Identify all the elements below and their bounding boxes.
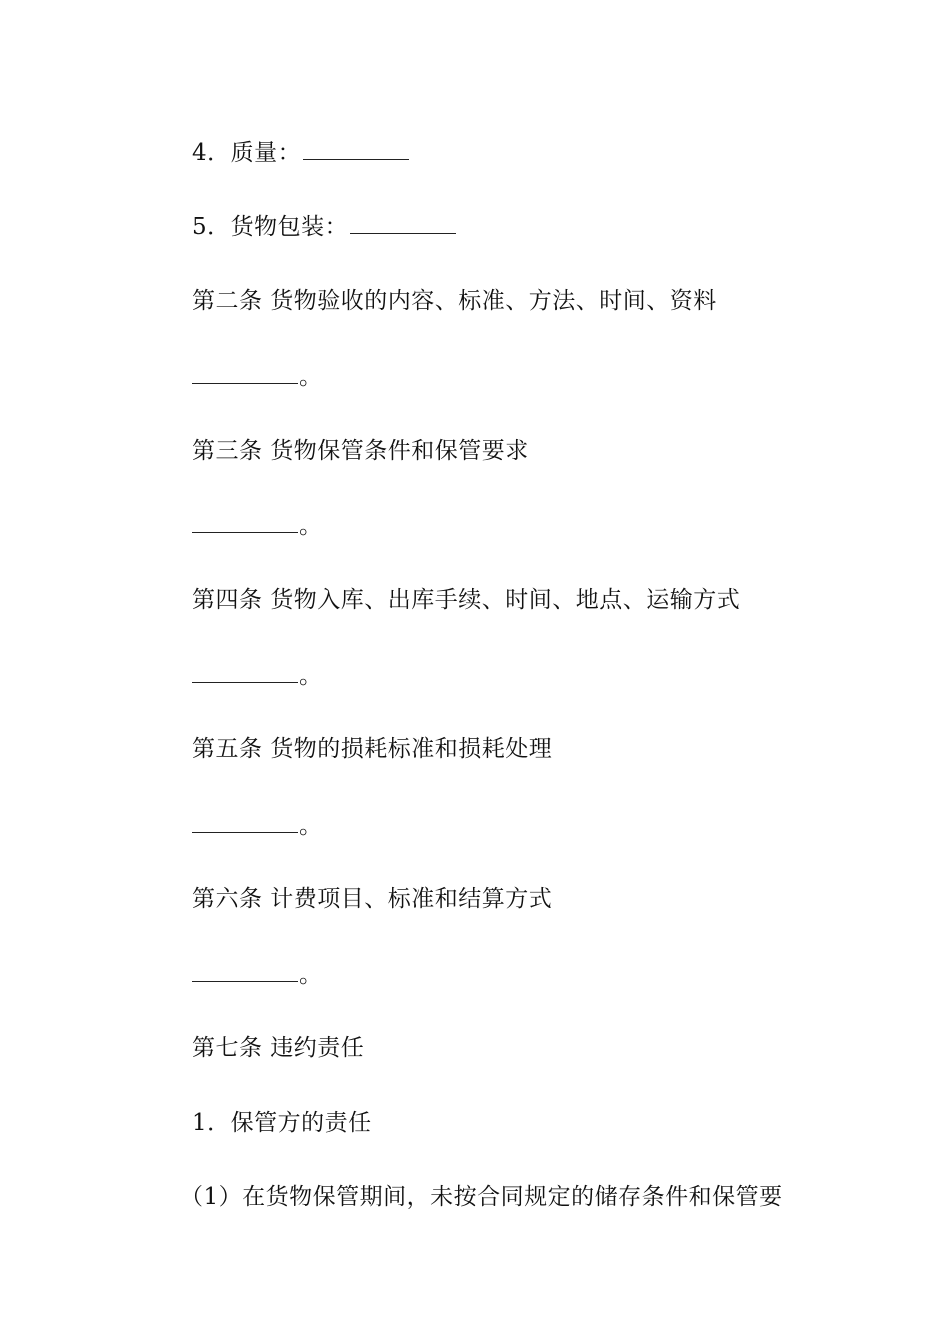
article-6-blank	[192, 960, 323, 990]
fill-in-blank	[192, 961, 298, 982]
clause-text: 4．质量：	[192, 140, 302, 166]
custodian-liability-heading	[192, 1108, 372, 1138]
article-2-blank	[192, 362, 323, 392]
article-6-heading	[192, 884, 552, 914]
fill-in-blank	[192, 512, 298, 533]
fill-in-blank	[192, 363, 298, 384]
clause-text: 第六条 计费项目、标准和结算方式	[192, 886, 553, 912]
article-4-heading	[192, 585, 740, 615]
clause-text: 第四条 货物入库、出库手续、时间、地点、运输方式	[192, 587, 741, 613]
fill-in-blank	[303, 139, 409, 160]
article-4-blank	[192, 661, 323, 691]
clause-text: 第二条 货物验收的内容、标准、方法、时间、资料	[192, 288, 717, 314]
clause-quality	[192, 138, 409, 168]
clause-text: 第五条 货物的损耗标准和损耗处理	[192, 736, 553, 762]
period-mark: 。	[299, 663, 323, 689]
article-5-blank	[192, 811, 323, 841]
liability-item-1	[180, 1182, 783, 1212]
article-3-heading	[192, 436, 529, 466]
period-mark: 。	[299, 813, 323, 839]
fill-in-blank	[192, 662, 298, 683]
fill-in-blank	[350, 213, 456, 234]
clause-text: 第七条 违约责任	[192, 1035, 365, 1061]
article-5-heading	[192, 734, 552, 764]
clause-packaging	[192, 212, 456, 242]
clause-text: 5．货物包装：	[192, 214, 349, 240]
period-mark: 。	[299, 962, 323, 988]
clause-text: （1）在货物保管期间，未按合同规定的储存条件和保管要	[180, 1184, 783, 1210]
article-7-heading	[192, 1033, 364, 1063]
article-3-blank	[192, 511, 323, 541]
article-2-heading	[192, 286, 717, 316]
clause-text: 第三条 货物保管条件和保管要求	[192, 438, 529, 464]
period-mark: 。	[299, 513, 323, 539]
period-mark: 。	[299, 364, 323, 390]
fill-in-blank	[192, 812, 298, 833]
clause-text: 1．保管方的责任	[192, 1110, 372, 1136]
